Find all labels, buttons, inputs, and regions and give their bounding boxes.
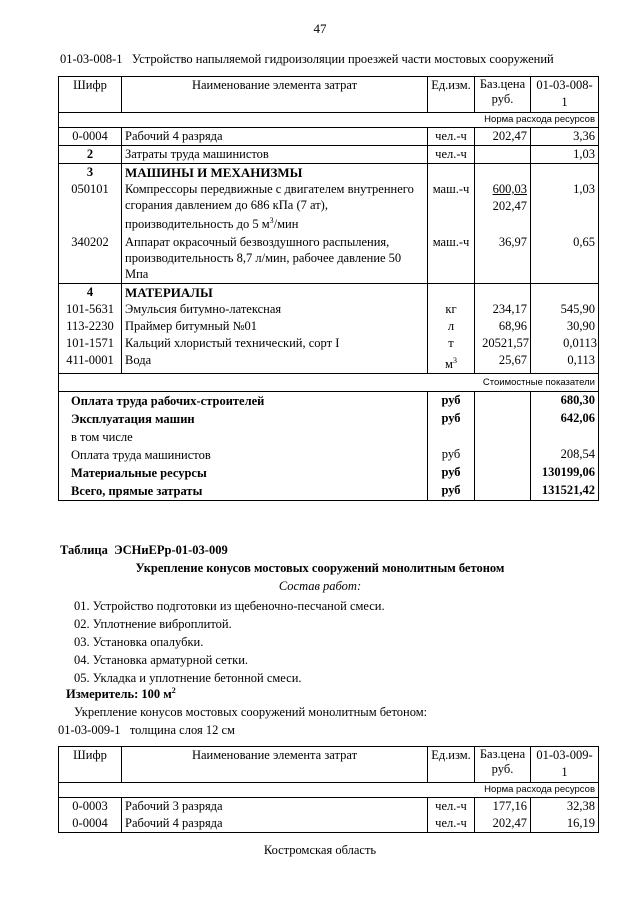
row-code: 0-0004: [59, 815, 122, 833]
row-price: 36,97: [475, 232, 531, 284]
section-code: 3: [59, 164, 122, 182]
row-unit: кг: [428, 301, 475, 318]
row-code: 340202: [59, 232, 122, 284]
table-row: [59, 146, 599, 164]
row-code: 2: [59, 146, 122, 164]
row-value: 1,03: [531, 181, 599, 232]
row-value: 0,0113: [531, 335, 599, 352]
header-code: Шифр: [59, 747, 122, 783]
section-name: МАШИНЫ И МЕХАНИЗМЫ: [122, 164, 428, 182]
table-row: [59, 232, 599, 284]
row-unit: т: [428, 335, 475, 352]
table1-caption: [60, 52, 554, 67]
row-price: 68,96: [475, 318, 531, 335]
row-unit: чел.-ч: [428, 798, 475, 816]
table-row: [59, 335, 599, 352]
row-price: 25,67: [475, 352, 531, 374]
header-name: Наименование элемента затрат: [122, 77, 428, 113]
row-value: 0,113: [531, 352, 599, 374]
header-norm-col: 01-03-008-1: [531, 77, 599, 113]
header-code: Шифр: [59, 77, 122, 113]
row-price: 177,16: [475, 798, 531, 816]
row-unit: чел.-ч: [428, 128, 475, 146]
row-value: 0,65: [531, 232, 599, 284]
footer-region: Костромская область: [263, 843, 377, 857]
list-item: 01. Устройство подготовки из щебеночно-песчаной смеси.: [74, 599, 385, 613]
row-name: Затраты труда машинистов: [122, 146, 428, 164]
row-name: Рабочий 4 разряда: [122, 815, 428, 833]
row-unit: л: [428, 318, 475, 335]
section-code: 4: [59, 284, 122, 302]
table-row: [59, 128, 599, 146]
header-price: Баз.цена руб.: [475, 77, 531, 113]
totals-row: в том числе: [59, 428, 599, 446]
list-item: 03. Установка опалубки.: [74, 635, 204, 649]
table-row: [59, 301, 599, 318]
row-price: 20521,57: [475, 335, 531, 352]
table-row: [59, 181, 599, 232]
table-row: [59, 798, 599, 816]
section-row-materials: [59, 284, 599, 302]
resource-table-1: [58, 76, 599, 501]
header-unit: Ед.изм.: [428, 77, 475, 113]
table2-subcaption: 01-03-009-1 толщина слоя 12 см: [58, 723, 235, 737]
row-value: 3,36: [531, 128, 599, 146]
list-item: 05. Укладка и уплотнение бетонной смеси.: [74, 671, 302, 685]
row-name: Аппарат окрасочный безвоздушного распыления, производительность 8,7 л/мин, рабочее давление 50 Мпа: [122, 232, 428, 284]
totals-row: Материальные ресурсы руб 130199,06: [59, 464, 599, 482]
row-price: [475, 146, 531, 164]
row-code: 050101: [59, 181, 122, 232]
row-name: Вода: [122, 352, 428, 374]
table-row: [59, 318, 599, 335]
row-name: Компрессоры передвижные с двигателем внутреннего сгорания давлением до 686 кПа (7 ат), производительность до 5 $м^3$/мин: [122, 181, 428, 232]
composition-heading: Состав работ:: [278, 579, 362, 593]
row-unit: $м^3$: [428, 352, 475, 374]
section-name: МАТЕРИАЛЫ: [122, 284, 428, 302]
row-unit: чел.-ч: [428, 146, 475, 164]
work-steps: [74, 597, 385, 687]
row-price: 234,17: [475, 301, 531, 318]
row-name: Кальций хлористый технический, сорт I: [122, 335, 428, 352]
table1-title: Устройство напыляемой гидроизоляции проезжей части мостовых сооружений: [131, 52, 554, 66]
row-code: 101-5631: [59, 301, 122, 318]
row-value: 1,03: [531, 146, 599, 164]
norm-label: Норма расхода ресурсов: [59, 783, 599, 798]
header-name: Наименование элемента затрат: [122, 747, 428, 783]
row-name: Праймер битумный №01: [122, 318, 428, 335]
totals-row: Всего, прямые затраты руб 131521,42: [59, 482, 599, 501]
row-price: 202,47: [475, 815, 531, 833]
table-row: [59, 815, 599, 833]
list-item: 02. Уплотнение виброплитой.: [74, 617, 232, 631]
section-row-machines: [59, 164, 599, 182]
row-value: 16,19: [531, 815, 599, 833]
row-unit: маш.-ч: [428, 232, 475, 284]
cost-label: Стоимостные показатели: [59, 374, 599, 392]
table1-code: 01-03-008-1: [60, 52, 123, 66]
row-code: 113-2230: [59, 318, 122, 335]
table2-description: Укрепление конусов мостовых сооружений монолитным бетоном:: [74, 705, 428, 719]
resource-table-2: [58, 746, 599, 833]
page-number: 47: [313, 21, 327, 36]
header-price: Баз.цена руб.: [475, 747, 531, 783]
row-unit: чел.-ч: [428, 815, 475, 833]
table-row: [59, 352, 599, 374]
row-value: 32,38: [531, 798, 599, 816]
row-code: 0-0004: [59, 128, 122, 146]
list-item: 04. Установка арматурной сетки.: [74, 653, 249, 667]
row-name: Рабочий 4 разряда: [122, 128, 428, 146]
norm-label: Норма расхода ресурсов: [59, 113, 599, 128]
table2-label: Таблица ЭСНиЕРр-01-03-009: [60, 543, 228, 557]
row-unit: маш.-ч: [428, 181, 475, 232]
header-norm-col: 01-03-009-1: [531, 747, 599, 783]
totals-row: Эксплуатация машин руб 642,06: [59, 410, 599, 428]
totals-row: Оплата труда машинистов руб 208,54: [59, 446, 599, 464]
row-name: Эмульсия битумно-латексная: [122, 301, 428, 318]
row-value: 30,90: [531, 318, 599, 335]
table2-title: Укрепление конусов мостовых сооружений монолитным бетоном: [135, 561, 505, 575]
row-price: 600,03 202,47: [475, 181, 531, 232]
row-price: 202,47: [475, 128, 531, 146]
totals-row: Оплата труда рабочих-строителей руб 680,30: [59, 392, 599, 411]
row-code: 411-0001: [59, 352, 122, 374]
header-unit: Ед.изм.: [428, 747, 475, 783]
row-name: Рабочий 3 разряда: [122, 798, 428, 816]
row-value: 545,90: [531, 301, 599, 318]
row-code: 101-1571: [59, 335, 122, 352]
row-code: 0-0003: [59, 798, 122, 816]
measure-label: Измеритель: 100 $м^2$: [66, 686, 176, 702]
